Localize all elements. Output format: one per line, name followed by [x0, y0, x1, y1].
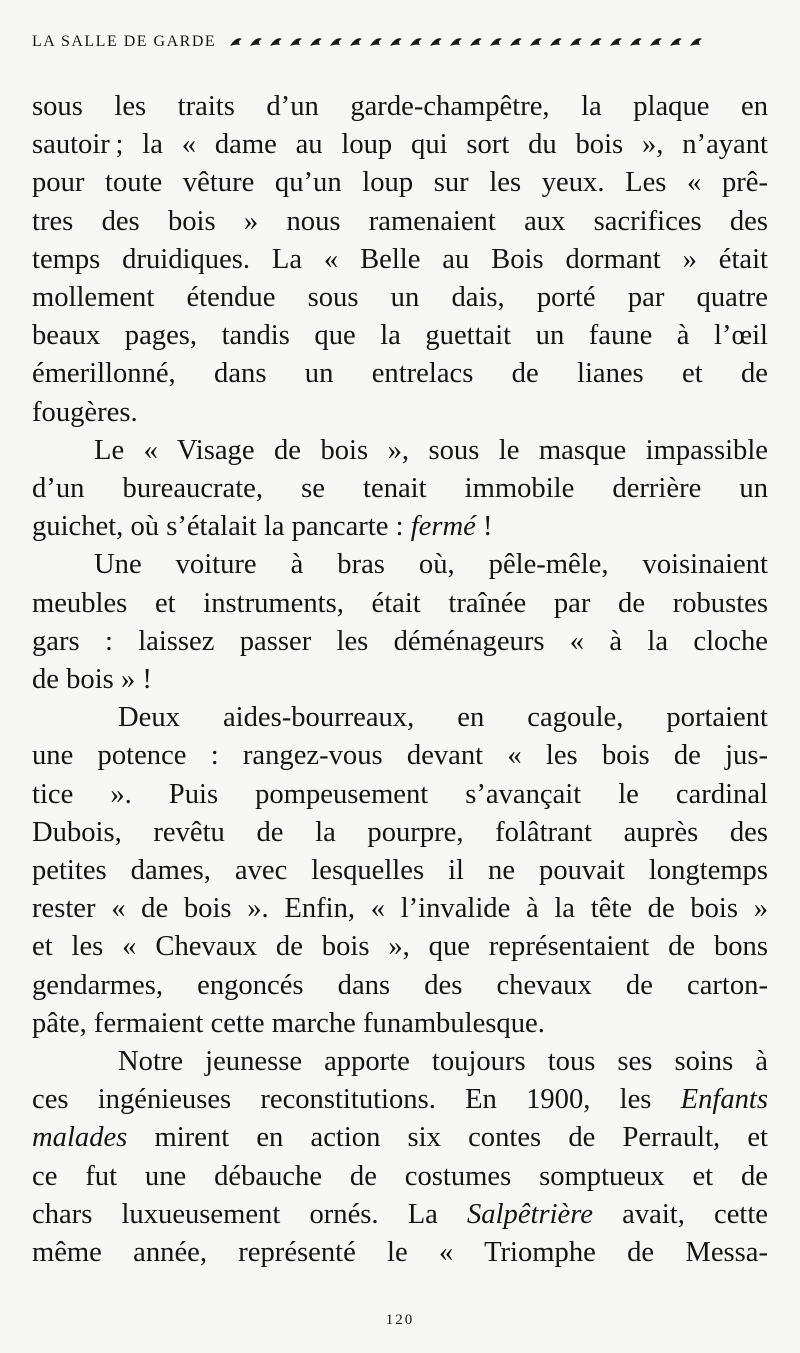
fleuron-glyph — [630, 38, 642, 46]
text-line: fougères. — [32, 396, 138, 428]
fleuron-glyph — [250, 38, 262, 46]
text-line: et les « Chevaux de bois », que représentaient de bons — [32, 931, 768, 963]
fleuron-glyph — [330, 38, 342, 46]
text-line: beaux pages, tandis que la guettait un faune à l’œil — [32, 320, 768, 352]
body-text — [32, 88, 768, 1272]
fleuron-glyph — [310, 38, 322, 46]
paragraph — [32, 88, 768, 432]
text-line: meubles et instruments, était traînée par de robustes — [32, 587, 768, 619]
text-line — [32, 1081, 768, 1119]
fleuron-glyph — [610, 38, 622, 46]
fleuron-glyph — [650, 38, 662, 46]
page-number: 120 — [385, 1312, 415, 1328]
text-segment: ! — [475, 511, 493, 543]
fleuron-glyph — [490, 38, 502, 46]
running-title: LA SALLE DE GARDE — [32, 33, 217, 50]
text-line: émerillonné, dans un entrelacs de lianes et de — [32, 358, 768, 390]
text-line: même année, représenté le « Triomphe de Messa- — [32, 1237, 768, 1269]
fleuron-glyph — [510, 38, 522, 46]
text-line: de bois » ! — [32, 664, 152, 696]
paragraph — [32, 546, 768, 699]
fleuron-glyph — [450, 38, 462, 46]
fleuron-glyph — [670, 38, 682, 46]
text-line: rester « de bois ». Enfin, « l’invalide à la tête de bois » — [32, 893, 768, 925]
text-segment: chars luxueusement ornés. La — [32, 1198, 467, 1230]
text-line: pour toute vêture qu’un loup sur les yeux. Les « prê- — [32, 167, 768, 199]
fleuron-glyph — [470, 38, 482, 46]
text-line: Une voiture à bras où, pêle-mêle, voisinaient — [94, 549, 768, 581]
text-line: tres des bois » nous ramenaient aux sacrifices des — [32, 205, 768, 237]
text-line: sous les traits d’un garde-champêtre, la plaque en — [32, 91, 768, 122]
text-line: petites dames, avec lesquelles il ne pouvait longtemps — [32, 855, 768, 887]
text-line — [32, 1119, 768, 1157]
fleuron-glyph — [530, 38, 542, 46]
fleuron-glyph — [430, 38, 442, 46]
paragraph — [32, 1043, 768, 1272]
text-line — [32, 1196, 768, 1234]
text-line: tice ». Puis pompeusement s’avançait le cardinal — [32, 778, 768, 810]
italic-word: Enfants — [680, 1084, 768, 1116]
italic-word: Salpêtrière — [467, 1198, 593, 1230]
text-line: ce fut une débauche de costumes somptueux et de — [32, 1160, 768, 1192]
text-segment: guichet, où s’étalait la pancarte : — [32, 511, 411, 543]
paragraph — [32, 432, 768, 547]
text-line: Le « Visage de bois », sous le masque impassible — [94, 434, 768, 466]
text-line: gendarmes, engoncés dans des chevaux de carton- — [32, 969, 768, 1001]
fleuron-glyph — [270, 38, 282, 46]
fleuron-glyph — [550, 38, 562, 46]
text-line: d’un bureaucrate, se tenait immobile derrière un — [32, 473, 768, 505]
text-line: Dubois, revêtu de la pourpre, folâtrant auprès des — [32, 816, 768, 848]
text-line: gars : laissez passer les déménageurs « à la cloche — [32, 625, 768, 657]
text-segment: avait, cette — [593, 1198, 768, 1230]
text-segment: ces ingénieuses reconstitutions. En 1900, les — [32, 1084, 681, 1116]
fleuron-glyph — [570, 38, 582, 46]
running-head — [32, 30, 770, 54]
text-line: Deux aides-bourreaux, en cagoule, portaient — [118, 702, 768, 734]
italic-word: malades — [32, 1122, 128, 1154]
text-line: mollement étendue sous un dais, porté par quatre — [32, 282, 768, 314]
fleuron-glyph — [350, 38, 362, 46]
text-line: une potence : rangez-vous devant « les bois de jus- — [32, 740, 768, 772]
fleuron-glyph — [290, 38, 302, 46]
fleuron-glyph — [410, 38, 422, 46]
text-line: sautoir ; la « dame au loup qui sort du bois », n’ayant — [32, 129, 768, 161]
text-line: pâte, fermaient cette marche funambulesque. — [32, 1007, 545, 1039]
text-line: Notre jeunesse apporte toujours tous ses soins à — [118, 1046, 768, 1078]
fleuron-glyph — [370, 38, 382, 46]
fleuron-glyph — [230, 38, 242, 46]
text-line: temps druidiques. La « Belle au Bois dormant » était — [32, 243, 768, 275]
fleuron-glyph — [590, 38, 602, 46]
text-line — [32, 508, 768, 546]
fleuron-glyph — [390, 38, 402, 46]
italic-word: fermé — [410, 511, 476, 543]
paragraph — [32, 699, 768, 1043]
fleuron-ornament-band — [228, 35, 770, 49]
text-segment: mirent en action six contes de Perrault, et — [127, 1122, 768, 1154]
fleuron-glyph — [690, 38, 702, 46]
